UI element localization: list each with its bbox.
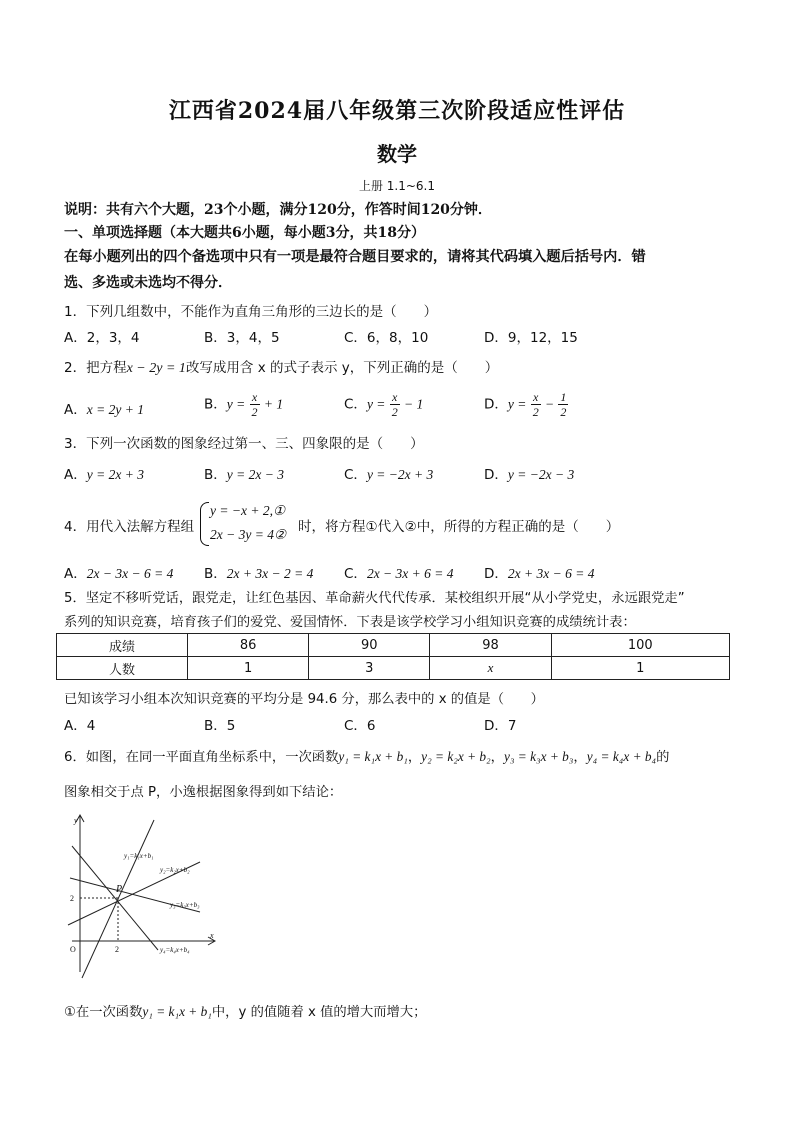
q6-stem-line-2: 图象相交于点 P，小逸根据图象得到如下结论：	[64, 785, 343, 800]
q1-option-d[interactable]: D．9，12，15	[484, 330, 578, 346]
q5-option-c[interactable]: C．6	[344, 718, 376, 734]
q5-option-d[interactable]: D．7	[484, 718, 517, 734]
q1-option-b[interactable]: B．3，4，5	[204, 330, 280, 346]
q4-a-math: 2x − 3x − 6 = 4	[86, 566, 174, 581]
table-cell: 90	[309, 634, 430, 657]
q3-c-math: y = −2x + 3	[366, 467, 434, 482]
q4-stem-before: 4．用代入法解方程组	[64, 519, 195, 535]
q6-function-2: y₂ = k₂x + b₂	[421, 749, 491, 764]
line-y1-label: y₁=k₁x+b₁	[124, 852, 154, 860]
q3-option-d[interactable]	[484, 463, 574, 483]
q4-d-math: 2x + 3x − 6 = 4	[507, 566, 595, 581]
section-heading: 一、单项选择题（本大题共6小题，每小题3分，共18分）	[64, 225, 425, 241]
q6-conclusion-math: y₁ = k₁x + b₁	[142, 1004, 212, 1019]
q2-b-den: 2	[251, 405, 258, 419]
x-axis-label: x	[210, 931, 214, 940]
q4-b-math: 2x + 3x − 2 = 4	[226, 566, 314, 581]
q2-d-fraction-1	[531, 390, 541, 419]
q4-b-label: B．	[204, 566, 227, 582]
q5-option-a[interactable]: A．4	[64, 718, 96, 734]
q2-option-c[interactable]	[344, 390, 423, 419]
q2-option-d[interactable]	[484, 390, 568, 419]
q4-c-math: 2x − 3x + 6 = 4	[366, 566, 454, 581]
q4-d-label: D．	[484, 566, 508, 582]
instruction-line-2: 选、多选或未选均不得分．	[64, 275, 232, 291]
q2-d-den: 2	[532, 405, 539, 419]
q4-option-a[interactable]	[64, 562, 173, 582]
q1-stem: 1．下列几组数中，不能作为直角三角形的三边长的是（ ）	[64, 304, 438, 320]
q2-b-post: + 1	[263, 396, 284, 412]
q2-b-label: B．	[204, 396, 227, 413]
q2-b-num: x	[250, 390, 260, 405]
q1-option-c[interactable]: C．6，8，10	[344, 330, 429, 346]
chapter-range: 上册 1.1~6.1	[358, 179, 436, 193]
q4-option-c[interactable]	[344, 562, 454, 582]
table-cell: x	[430, 657, 551, 680]
q3-d-math: y = −2x − 3	[507, 467, 575, 482]
line-y1	[82, 820, 154, 978]
score-table	[56, 633, 730, 680]
table-cell: 1	[551, 657, 729, 680]
q6-function-1: y₁ = k₁x + b₁	[338, 749, 408, 764]
q3-option-a[interactable]	[64, 463, 144, 483]
q2-stem	[64, 356, 498, 377]
line-y4-label: y₄=k₄x+b₄	[160, 946, 190, 954]
y-axis-label: y	[74, 816, 78, 825]
q3-b-math: y = 2x − 3	[226, 467, 284, 482]
q2-d-num2: 1	[560, 390, 567, 404]
q2-d-num: x	[531, 390, 541, 405]
q2-b-pre: y =	[226, 396, 246, 412]
q4-equation-2: 2x − 3y = 4②	[210, 527, 287, 542]
q5-option-b[interactable]: B．5	[204, 718, 236, 734]
function-graph	[60, 810, 230, 982]
table-cell: 3	[309, 657, 430, 680]
q2-d-den2: 2	[560, 405, 567, 419]
table-cell: 100	[551, 634, 729, 657]
q6-conclusion-after: 中，y 的值随着 x 值的增大而增大；	[211, 1005, 427, 1020]
q2-c-num: x	[390, 390, 400, 405]
q2-a-math: x = 2y + 1	[86, 402, 144, 417]
q6-stem-line-1: 6．如图，在同一平面直角坐标系中，一次函数y₁ = k₁x + b₁，y₂ = k₂x + b₂，y₃ = k₃x + b₃，y₄ = k₄x + b₄的	[64, 749, 670, 765]
x-tick-label: 2	[115, 945, 119, 954]
q3-option-b[interactable]	[204, 463, 284, 483]
q2-b-fraction	[250, 390, 260, 419]
q3-a-math: y = 2x + 3	[86, 467, 144, 482]
q2-c-fraction	[390, 390, 400, 419]
table-cell: 98	[430, 634, 551, 657]
point-p-label: P	[116, 884, 123, 895]
subject-title: 数学	[377, 142, 417, 166]
q3-a-label: A．	[64, 467, 87, 483]
table-cell: 1	[188, 657, 309, 680]
q6-conclusion-before: ①在一次函数	[64, 1005, 143, 1020]
q2-d-pre: y =	[507, 396, 527, 412]
exam-note: 说明：共有六个大题，23个小题，满分120分，作答时间120分钟．	[64, 202, 492, 218]
q2-c-post: − 1	[404, 396, 424, 412]
equation-brace	[200, 502, 209, 546]
q6-conclusion-1	[64, 1001, 426, 1020]
q5-stem-line-2: 系列的知识竞赛，培育孩子们的爱党、爱国情怀．下表是该学校学习小组知识竞赛的成绩统计表：	[64, 615, 636, 630]
table-cell: 人数	[57, 657, 188, 680]
q2-option-a[interactable]	[64, 398, 144, 418]
q6-stem-end: 的	[656, 750, 670, 765]
q6-function-4: y₄ = k₄x + b₄	[586, 749, 657, 764]
q4-stem-after: 时，将方程①代入②中，所得的方程正确的是（ ）	[298, 519, 620, 535]
q6-stem-before: 6．如图，在同一平面直角坐标系中，一次函数	[64, 750, 339, 765]
q2-c-den: 2	[391, 405, 398, 419]
q2-d-fraction-2	[558, 390, 568, 419]
q3-b-label: B．	[204, 467, 227, 483]
q5-stem-line-1: 5．坚定不移听党话，跟党走，让红色基因、革命薪火代代传承．某校组织开展“从小学党史，永远跟党走”	[64, 591, 685, 606]
q2-d-mid: −	[544, 396, 555, 412]
table-cell: 86	[188, 634, 309, 657]
q2-c-pre: y =	[366, 396, 386, 412]
q5-after: 已知该学习小组本次知识竞赛的平均分是 94.6 分，那么表中的 x 的值是（ ）	[64, 692, 544, 707]
table-row	[57, 634, 730, 657]
line-y2-label: y₂=k₂x+b₂	[160, 866, 190, 874]
instruction-line-1: 在每小题列出的四个备选项中只有一项是最符合题目要求的，请将其代码填入题后括号内．错	[64, 249, 646, 265]
q4-equation-1: y = −x + 2,①	[210, 503, 286, 518]
q3-c-label: C．	[344, 467, 367, 483]
line-y3-label: y₃=k₃x+b₃	[170, 901, 200, 909]
exam-title: 江西省2024届八年级第三次阶段适应性评估	[168, 98, 626, 124]
q2-stem-equation: x − 2y = 1	[126, 361, 186, 376]
origin-label: O	[70, 945, 76, 954]
q2-stem-before: 2．把方程	[64, 360, 127, 376]
q4-option-b[interactable]	[204, 562, 313, 582]
q4-c-label: C．	[344, 566, 367, 582]
q3-stem: 3．下列一次函数的图象经过第一、三、四象限的是（ ）	[64, 436, 424, 452]
q4-a-label: A．	[64, 566, 87, 582]
q4-option-d[interactable]	[484, 562, 594, 582]
q3-d-label: D．	[484, 467, 508, 483]
q2-d-label: D．	[484, 396, 508, 413]
q6-function-3: y₃ = k₃x + b₃	[503, 749, 574, 764]
q3-option-c[interactable]	[344, 463, 433, 483]
q2-option-b[interactable]	[204, 390, 283, 419]
table-cell: 成绩	[57, 634, 188, 657]
q2-a-label: A．	[64, 402, 87, 418]
q1-option-a[interactable]: A．2，3，4	[64, 330, 140, 346]
q2-stem-after: 改写成用含 x 的式子表示 y，下列正确的是（ ）	[185, 360, 499, 376]
y-tick-label: 2	[70, 894, 74, 903]
table-row	[57, 657, 730, 680]
q2-c-label: C．	[344, 396, 367, 413]
